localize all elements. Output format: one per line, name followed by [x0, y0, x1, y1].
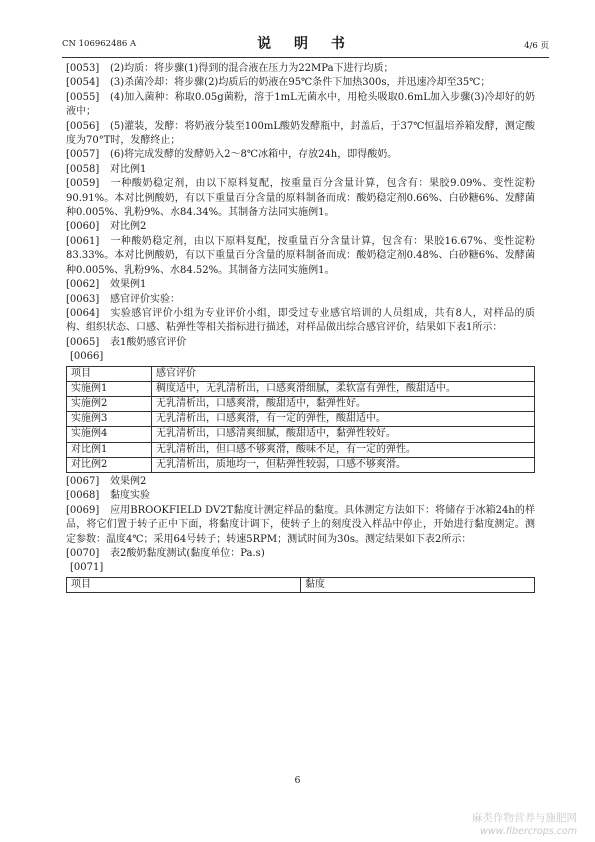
paragraph-number: [0062] — [66, 279, 100, 291]
heading-text: 效果例1 — [110, 279, 147, 291]
section-heading — [66, 163, 535, 177]
paragraph-number: [0055] — [66, 91, 100, 103]
table-row — [67, 412, 535, 427]
viscosity-table — [66, 577, 535, 593]
row-value: 无乳清析出，口感爽滑，酸甜适中，黏弹性好。 — [152, 396, 535, 411]
paragraph-number: [0068] — [66, 490, 100, 502]
paragraph-text: 一种酸奶稳定剂，由以下原料复配，按重量百分含量计算，包含有：果胶16.67%、变性淀粉83.33%。本对比例酸奶，有以下重量百分含量的原料制备而成：酸奶稳定剂0.48%、白砂糖6%、发酵菌种0.005%、乳粉9%、水84.52%。其制备方法同实施例1。 — [66, 235, 535, 276]
paragraph-number: [0054] — [66, 77, 100, 89]
heading-text: 黏度实验 — [110, 490, 150, 502]
paragraph — [66, 76, 535, 90]
page-number: 6 — [294, 775, 301, 786]
row-label: 实施例1 — [67, 381, 152, 396]
header-cell-item: 项目 — [67, 366, 152, 381]
heading-text: 效果例2 — [110, 475, 147, 487]
paragraph — [66, 235, 535, 278]
paragraph-text: (2)均质：将步骤(1)得到的混合液在压力为22MPa下进行均质； — [110, 63, 394, 74]
paragraph-number: [0063] — [66, 293, 100, 305]
paragraph-text: (5)灌装，发酵：将奶液分装至100mL酸奶发酵瓶中，封盖后，于37℃恒温培养箱发酵，测定酸度为70°T时，发酵终止； — [66, 120, 535, 147]
row-label: 对比例1 — [67, 442, 152, 457]
paragraph-marker — [66, 561, 535, 575]
paragraph-number: [0071] — [70, 562, 104, 574]
row-value: 无乳清析出，但口感不够爽滑，酸味不足，有一定的弹性。 — [152, 442, 535, 457]
section-heading — [66, 220, 535, 234]
heading-text: 对比例1 — [110, 163, 147, 175]
caption-text: 表1酸奶感官评价 — [110, 336, 187, 348]
paragraph-number: [0057] — [66, 149, 100, 161]
paragraph-text: 一种酸奶稳定剂，由以下原料复配，按重量百分含量计算，包含有：果胶9.09%、变性淀粉90.91%。本对比例酸奶，有以下重量百分含量的原料制备而成：酸奶稳定剂0.66%、白砂糖6%、发酵菌种0.005%、乳粉9%、水84.34%。其制备方法同实施例1。 — [66, 178, 535, 219]
table-caption — [66, 547, 535, 561]
paragraph-number: [0060] — [66, 221, 100, 233]
header-cell-item: 项目 — [67, 577, 301, 592]
paragraph-number: [0066] — [70, 351, 104, 363]
row-value: 无乳清析出，质地均一，但粘弹性较弱，口感不够爽滑。 — [152, 457, 535, 472]
table-row — [67, 427, 535, 442]
patent-number: CN 106962486 A — [62, 39, 137, 49]
sensory-evaluation-table — [66, 366, 535, 473]
header-cell-viscosity: 黏度 — [301, 577, 535, 592]
table-row — [67, 396, 535, 411]
heading-text: 感官评价实验： — [110, 293, 180, 305]
paragraph — [66, 120, 535, 149]
paragraph-number: [0064] — [66, 307, 100, 319]
paragraph — [66, 148, 535, 162]
paragraph-number: [0053] — [66, 63, 100, 74]
paragraph-number: [0069] — [66, 504, 100, 516]
document-body — [66, 62, 535, 595]
watermark-text: 麻类作物营养与施肥网 — [472, 812, 577, 824]
table-row — [67, 442, 535, 457]
paragraph-number: [0070] — [66, 547, 100, 559]
row-label: 实施例2 — [67, 396, 152, 411]
paragraph-text: (4)加入菌种：称取0.05g菌粉，溶于1mL无菌水中，用枪头吸取0.6mL加入步骤(3)冷却好的奶液中； — [66, 91, 535, 118]
row-label: 实施例3 — [67, 412, 152, 427]
table-row — [67, 381, 535, 396]
paragraph-number: [0067] — [66, 475, 100, 487]
heading-text: 对比例2 — [110, 221, 147, 233]
paragraph-text: 实验感官评价小组为专业评价小组，即受过专业感官培训的人员组成，共有8人，对样品的质构、组织状态、口感、粘弹性等相关指标进行描述，对样品做出综合感官评价，结果如下表1所示： — [66, 307, 535, 334]
paragraph — [66, 504, 535, 547]
paragraph-marker — [66, 350, 535, 364]
paragraph-number: [0058] — [66, 163, 100, 175]
watermark-url: www.fibercrops.com — [480, 826, 577, 837]
paragraph-number: [0061] — [66, 235, 100, 247]
paragraph — [66, 91, 535, 120]
page-header — [62, 32, 549, 54]
table-header-row — [67, 366, 535, 381]
row-value: 稠度适中，无乳清析出，口感爽滑细腻，柔软富有弹性，酸甜适中。 — [152, 381, 535, 396]
section-heading — [66, 475, 535, 489]
caption-text: 表2酸奶黏度测试(黏度单位：Pa.s) — [110, 547, 265, 559]
header-rule — [62, 57, 549, 58]
page-info: 4/6 页 — [524, 41, 549, 51]
header-cell-evaluation: 感官评价 — [152, 366, 535, 381]
paragraph — [66, 62, 535, 76]
section-heading — [66, 293, 535, 307]
paragraph-number: [0065] — [66, 336, 100, 348]
paragraph-text: (6)将完成发酵的发酵奶入2～8℃冰箱中，存放24h，即得酸奶。 — [110, 149, 398, 161]
table-row — [67, 457, 535, 472]
paragraph-text: 应用BROOKFIELD DV2T黏度计测定样品的黏度。具体测定方法如下：将储存于冰箱24h的样品，将它们置于转子正中下面，将黏度计调下，使转子上的刻度没入样品中停止，开始进行黏度测定。测定参数：温度4℃；采用64号转子；转速5RPM；测试时间为30s。测定结果如下表2所示： — [66, 504, 535, 545]
row-label: 对比例2 — [67, 457, 152, 472]
row-label: 实施例4 — [67, 427, 152, 442]
section-heading — [66, 489, 535, 503]
row-value: 无乳清析出，口感清爽细腻，酸甜适中，黏弹性较好。 — [152, 427, 535, 442]
table-header-row — [67, 577, 535, 592]
paragraph-text: (3)杀菌冷却：将步骤(2)均质后的奶液在95℃条件下加热300s，并迅速冷却至35℃； — [110, 77, 491, 89]
paragraph — [66, 307, 535, 336]
section-heading — [66, 278, 535, 292]
paragraph — [66, 177, 535, 220]
paragraph-number: [0056] — [66, 120, 100, 132]
paragraph-number: [0059] — [66, 178, 100, 190]
row-value: 无乳清析出，口感爽滑，有一定的弹性，酸甜适中。 — [152, 412, 535, 427]
document-title: 说 明 书 — [257, 36, 354, 52]
table-caption — [66, 336, 535, 350]
